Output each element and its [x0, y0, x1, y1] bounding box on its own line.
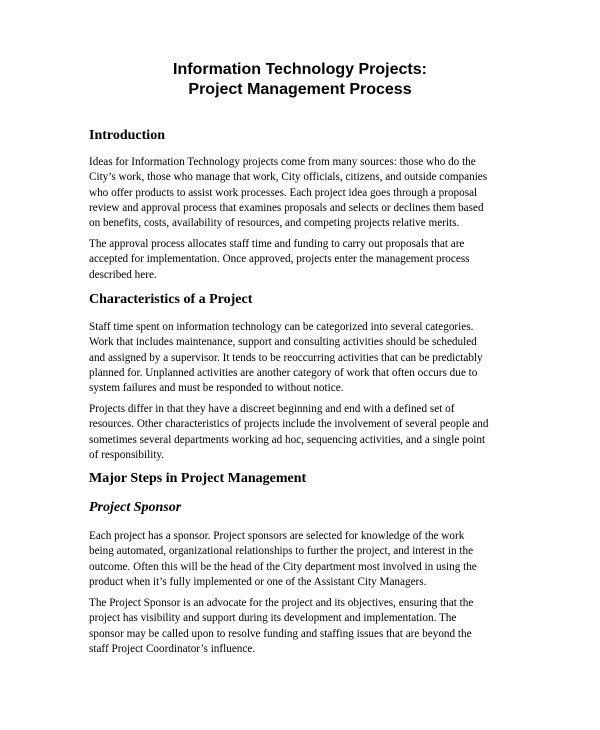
text-line: system failures and must be responded to without notice.	[89, 382, 344, 395]
text-line: product when it’s fully implemented or one of the Assistant City Managers.	[89, 575, 427, 588]
heading-introduction: Introduction	[89, 128, 165, 143]
document-title-line-1: Information Technology Projects:	[173, 61, 427, 78]
text-line: Ideas for Information Technology projects come from many sources: those who do the	[89, 156, 476, 168]
introduction-paragraph-2	[89, 237, 519, 283]
text-line: Projects differ in that they have a discreet beginning and end with a defined set of	[89, 403, 455, 415]
text-line: The Project Sponsor is an advocate for the project and its objectives, ensuring that the	[89, 597, 474, 609]
text-line: Each project has a sponsor. Project sponsors are selected for knowledge of the work	[89, 530, 465, 542]
text-line: accepted for implementation. Once approved, projects enter the management process	[89, 253, 470, 266]
heading-major-steps: Major Steps in Project Management	[89, 471, 307, 486]
heading-characteristics: Characteristics of a Project	[89, 292, 253, 307]
text-line: resources. Other characteristics of projects include the involvement of several people and	[89, 418, 489, 431]
text-line: being automated, organizational relationships to further the project, and interest in the	[89, 545, 474, 558]
characteristics-paragraph-1	[89, 320, 519, 396]
text-line: and assigned by a supervisor. It tends to be reoccurring activities that can be predictably	[89, 351, 483, 364]
project-sponsor-paragraph-1	[89, 529, 519, 590]
text-line: City’s work, those who manage that work, City officials, citizens, and outside companies	[89, 171, 488, 184]
text-line: outcome. Often this will be the head of the City department most involved in using the	[89, 560, 477, 573]
text-line: project has visibility and support during its development and implementation. The	[89, 612, 457, 625]
text-line: Staff time spent on information technology can be categorized into several categories.	[89, 321, 474, 333]
characteristics-paragraph-2	[89, 402, 519, 463]
text-line: Work that includes maintenance, support and consulting activities should be scheduled	[89, 336, 477, 349]
document-title-line-2: Project Management Process	[188, 81, 412, 98]
text-line: sometimes several departments working ad hoc, sequencing activities, and a single point	[89, 433, 486, 446]
text-line: on benefits, costs, availability of resources, and competing projects relative merits.	[89, 217, 460, 230]
text-line: of responsibility.	[89, 448, 165, 461]
text-line: who offer products to assist work processes. Each project idea goes through a proposal	[89, 186, 478, 199]
text-line: staff Project Coordinator’s influence.	[89, 642, 256, 655]
subheading-project-sponsor: Project Sponsor	[89, 500, 182, 515]
project-sponsor-paragraph-2	[89, 596, 519, 657]
text-line: sponsor may be called upon to resolve funding and staffing issues that are beyond the	[89, 627, 472, 640]
text-line: The approval process allocates staff time and funding to carry out proposals that are	[89, 238, 465, 250]
text-line: review and approval process that examines proposals and selects or declines them based	[89, 201, 484, 214]
text-line: described here.	[89, 268, 157, 281]
introduction-paragraph-1	[89, 155, 519, 231]
text-line: planned for. Unplanned activities are another category of work that often occurs due to	[89, 366, 478, 379]
